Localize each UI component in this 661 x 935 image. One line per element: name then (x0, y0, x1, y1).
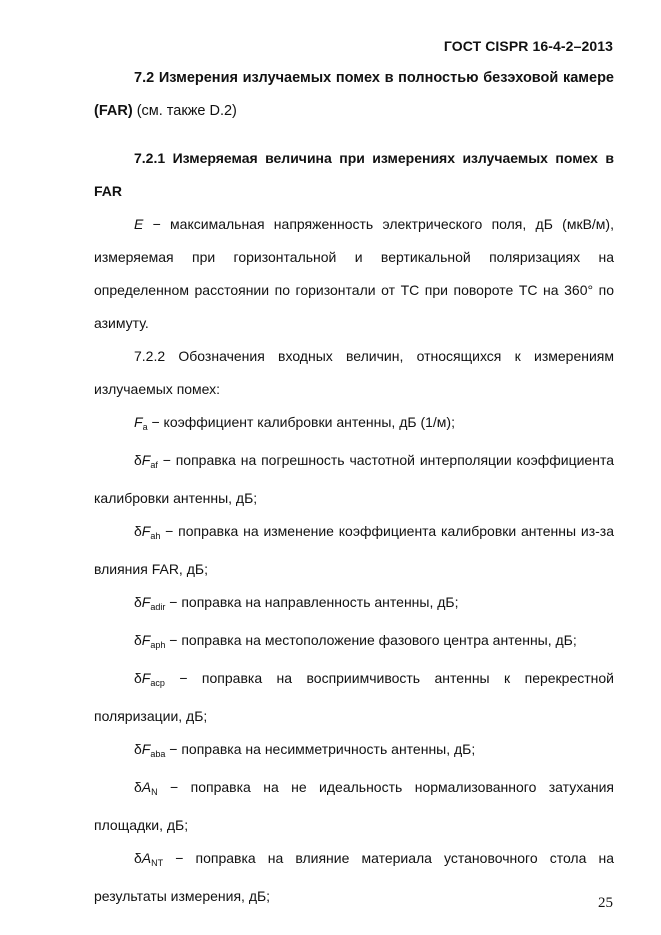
term-item (94, 733, 614, 771)
term-definition: − поправка на местоположение фазового центра антенны, дБ; (165, 632, 577, 648)
term-definition: − поправка на восприимчивость антенны к перекрестной поляризации, дБ; (94, 670, 614, 724)
section-7-2-1-heading: 7.2.1 Измеряемая величина при измерениях излучаемых помех в FAR (94, 150, 614, 199)
term-definition: − поправка на изменение коэффициента калибровки антенны из-за влияния FAR, дБ; (94, 523, 614, 577)
term-definition: − коэффициент калибровки антенны, дБ (1/м); (147, 414, 455, 430)
term-subscript: af (150, 460, 158, 470)
term-symbol: F (141, 594, 151, 610)
term-definition: − поправка на направленность антенны, дБ; (165, 594, 459, 610)
term-subscript: acp (150, 678, 165, 688)
term-subscript: a (142, 422, 148, 432)
term-item (94, 842, 614, 913)
term-subscript: adir (150, 602, 166, 612)
term-item (94, 662, 614, 733)
term-definition: − поправка на не идеальность нормализованного затухания площадки, дБ; (94, 779, 614, 833)
term-prefix: δ (134, 452, 142, 468)
term-definition: − поправка на погрешность частотной интерполяции коэффициента калибровки антенны, дБ; (94, 452, 614, 506)
term-subscript: aba (150, 749, 166, 759)
term-item (94, 624, 614, 662)
section-7-2-1-definition (94, 208, 614, 340)
section-7-2-reference: (см. также D.2) (132, 103, 237, 119)
term-symbol: F (134, 414, 143, 430)
term-symbol: F (141, 670, 151, 686)
section-7-2-2-intro: 7.2.2 Обозначения входных величин, относящихся к измерениям излучаемых помех: (94, 348, 614, 397)
term-symbol: A (141, 850, 152, 866)
term-item (94, 515, 614, 586)
term-symbol: F (141, 632, 151, 648)
definition-text: − максимальная напряженность электрического поля, дБ (мкВ/м), измеряемая при горизонтальной и вертикальной поляризациях на определенном расстоянии по горизонтали от ТС при повороте ТС на 360° по азимуту. (94, 216, 614, 331)
term-item (94, 771, 614, 842)
term-symbol: A (141, 779, 152, 795)
term-prefix: δ (134, 632, 142, 648)
standard-header: ГОСТ CISPR 16-4-2–2013 (443, 38, 613, 54)
term-item (94, 586, 614, 624)
term-item (94, 406, 614, 444)
term-item (94, 444, 614, 515)
term-definition: − поправка на несимметричность антенны, дБ; (165, 741, 476, 757)
term-prefix: δ (134, 670, 142, 686)
term-subscript: NT (151, 858, 164, 868)
term-prefix: δ (134, 779, 142, 795)
term-symbol: F (141, 452, 151, 468)
term-prefix: δ (134, 523, 142, 539)
term-prefix: δ (134, 594, 142, 610)
term-subscript: aph (150, 640, 166, 650)
section-7-2-title: 7.2 Измерения излучаемых помех в полностью безэховой камере (FAR) (94, 70, 614, 119)
term-symbol: F (141, 741, 151, 757)
term-prefix: δ (134, 850, 142, 866)
term-subscript: N (151, 787, 158, 797)
symbol-e: E (134, 216, 144, 232)
term-subscript: ah (150, 531, 161, 541)
term-symbol: F (141, 523, 151, 539)
term-prefix: δ (134, 741, 142, 757)
section-7-2-heading (94, 62, 614, 128)
terms-list (94, 406, 614, 913)
document-body (94, 62, 614, 913)
page-number: 25 (598, 895, 613, 911)
term-definition: − поправка на влияние материала установочного стола на результаты измерения, дБ; (94, 850, 614, 904)
